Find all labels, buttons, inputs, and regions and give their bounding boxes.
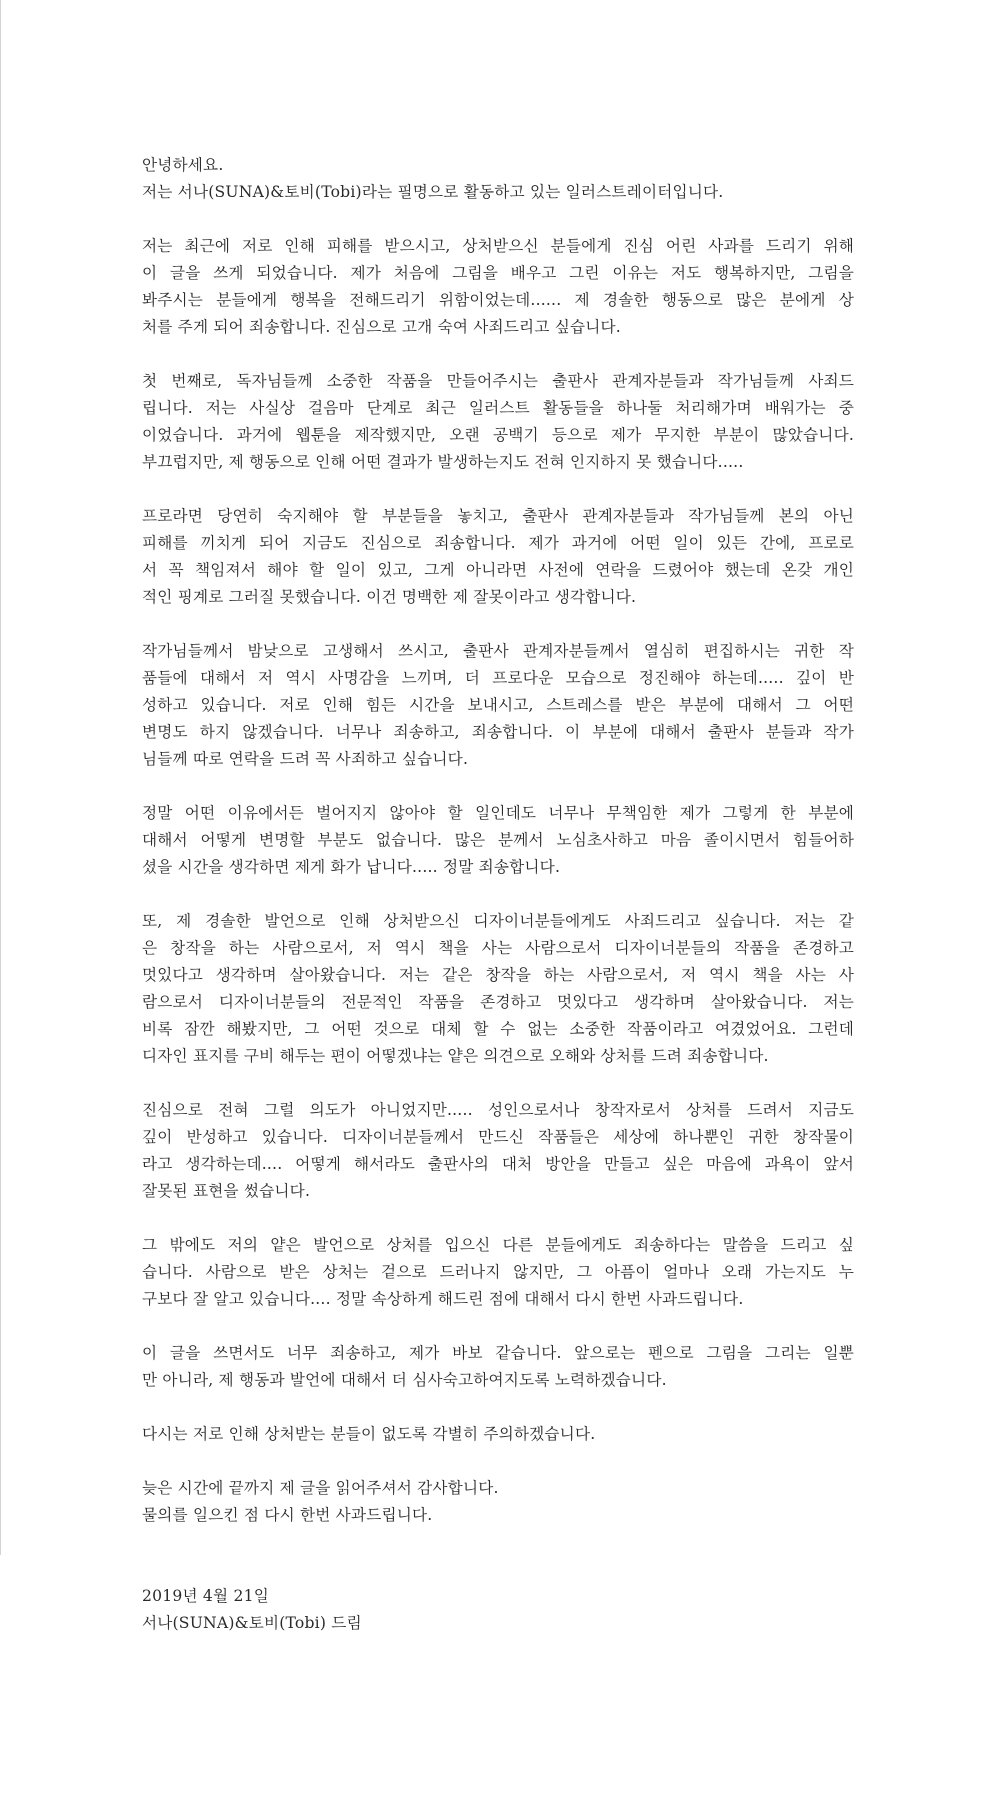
text-line: 구보다 잘 알고 있습니다.... 정말 속상하게 해드린 점에 대해서 다시 한번 사과드립니다. <box>142 1290 744 1308</box>
text-line: 이었습니다. 과거에 웹툰을 제작했지만, 오랜 공백기 등으로 제가 무지한 부분이 많았습니다. <box>142 426 854 444</box>
text-line: 디자인 표지를 구비 해두는 편이 어떻겠냐는 얕은 의견으로 오해와 상처를 드려 죄송합니다. <box>142 1047 769 1065</box>
text-line: 만 아니라, 제 행동과 발언에 대해서 더 심사숙고하여지도록 노력하겠습니다. <box>142 1371 667 1389</box>
left-margin-rule <box>0 0 1 1555</box>
text-line: 람으로서 디자이너분들의 전문적인 작품을 존경하고 멋있다고 생각하며 살아왔습니다. 저는 <box>142 993 854 1011</box>
text-line: 다시는 저로 인해 상처받는 분들이 없도록 각별히 주의하겠습니다. <box>142 1425 596 1443</box>
paragraph-1 <box>142 233 854 341</box>
text-line: 이 글을 쓰게 되었습니다. 제가 처음에 그림을 배우고 그린 이유는 저도 행복하지만, 그림을 <box>142 264 854 282</box>
text-line: 습니다. 사람으로 받은 상처는 겉으로 드러나지 않지만, 그 아픔이 얼마나 오래 가는지도 누 <box>142 1263 854 1281</box>
signature-name: 서나(SUNA)&토비(Tobi) 드림 <box>142 1614 362 1632</box>
text-line: 봐주시는 분들에게 행복을 전해드리기 위함이었는데...... 제 경솔한 행동으로 많은 분에게 상 <box>142 291 854 309</box>
text-line: 셨을 시간을 생각하면 제게 화가 납니다..... 정말 죄송합니다. <box>142 858 561 876</box>
signature-block <box>142 1583 854 1637</box>
text-line: 프로라면 당연히 숙지해야 할 부분들을 놓치고, 출판사 관계자분들과 작가님들께 본의 아닌 <box>142 507 854 525</box>
closing-line: 늦은 시간에 끝까지 제 글을 읽어주셔서 감사합니다. <box>142 1479 499 1497</box>
paragraph-3 <box>142 503 854 611</box>
text-line: 비록 잠깐 해봤지만, 그 어떤 것으로 대체 할 수 없는 소중한 작품이라고 여겼었어요. 그런데 <box>142 1020 854 1038</box>
apology-letter <box>142 152 854 1664</box>
text-line: 그 밖에도 저의 얕은 발언으로 상처를 입으신 다른 분들에게도 죄송하다는 말씀을 드리고 싶 <box>142 1236 854 1254</box>
greeting <box>142 152 854 206</box>
text-line: 품들에 대해서 저 역시 사명감을 느끼며, 더 프로다운 모습으로 정진해야 하는데..... 깊이 반 <box>142 669 854 687</box>
greeting-line: 안녕하세요. <box>142 156 224 174</box>
text-line: 변명도 하지 않겠습니다. 너무나 죄송하고, 죄송합니다. 이 부분에 대해서 출판사 분들과 작가 <box>142 723 854 741</box>
text-line: 대해서 어떻게 변명할 부분도 없습니다. 많은 분께서 노심초사하고 마음 졸이시면서 힘들어하 <box>142 831 854 849</box>
paragraph-2 <box>142 368 854 476</box>
paragraph-9 <box>142 1340 854 1394</box>
text-line: 립니다. 저는 사실상 걸음마 단계로 최근 일러스트 활동들을 하나둘 처리해가며 배워가는 중 <box>142 399 854 417</box>
closing-line: 물의를 일으킨 점 다시 한번 사과드립니다. <box>142 1506 433 1524</box>
text-line: 또, 제 경솔한 발언으로 인해 상처받으신 디자이너분들에게도 사죄드리고 싶습니다. 저는 같 <box>142 912 854 930</box>
text-line: 부끄럽지만, 제 행동으로 인해 어떤 결과가 발생하는지도 전혀 인지하지 못 했습니다..... <box>142 453 744 471</box>
text-line: 이 글을 쓰면서도 너무 죄송하고, 제가 바보 같습니다. 앞으로는 펜으로 그림을 그리는 일뿐 <box>142 1344 854 1362</box>
text-line: 은 창작을 하는 사람으로서, 저 역시 책을 사는 사람으로서 디자이너분들의 작품을 존경하고 <box>142 939 854 957</box>
paragraph-8 <box>142 1232 854 1313</box>
text-line: 님들께 따로 연락을 드려 꼭 사죄하고 싶습니다. <box>142 750 469 768</box>
text-line: 멋있다고 생각하며 살아왔습니다. 저는 같은 창작을 하는 사람으로서, 저 역시 책을 사는 사 <box>142 966 854 984</box>
text-line: 서 꼭 책임져서 해야 할 일이 있고, 그게 아니라면 사전에 연락을 드렸어야 했는데 온갖 개인 <box>142 561 854 579</box>
signature-date: 2019년 4월 21일 <box>142 1587 269 1605</box>
text-line: 저는 최근에 저로 인해 피해를 받으시고, 상처받으신 분들에게 진심 어린 사과를 드리기 위해 <box>142 237 854 255</box>
text-line: 피해를 끼치게 되어 지금도 진심으로 죄송합니다. 제가 과거에 어떤 일이 있든 간에, 프로로 <box>142 534 854 552</box>
text-line: 정말 어떤 이유에서든 벌어지지 않아야 할 일인데도 너무나 무책임한 제가 그렇게 한 부분에 <box>142 804 854 822</box>
text-line: 적인 핑계로 그러질 못했습니다. 이건 명백한 제 잘못이라고 생각합니다. <box>142 588 637 606</box>
paragraph-7 <box>142 1097 854 1205</box>
paragraph-4 <box>142 638 854 773</box>
text-line: 처를 주게 되어 죄송합니다. 진심으로 고개 숙여 사죄드리고 싶습니다. <box>142 318 621 336</box>
text-line: 진심으로 전혀 그럴 의도가 아니었지만..... 성인으로서나 창작자로서 상처를 드려서 지금도 <box>142 1101 854 1119</box>
text-line: 깊이 반성하고 있습니다. 디자이너분들께서 만드신 작품들은 세상에 하나뿐인 귀한 창작물이 <box>142 1128 854 1146</box>
paragraph-10 <box>142 1421 854 1448</box>
paragraph-5 <box>142 800 854 881</box>
greeting-line: 저는 서나(SUNA)&토비(Tobi)라는 필명으로 활동하고 있는 일러스트레이터입니다. <box>142 183 724 201</box>
text-line: 작가님들께서 밤낮으로 고생해서 쓰시고, 출판사 관계자분들께서 열심히 편집하시는 귀한 작 <box>142 642 854 660</box>
text-line: 성하고 있습니다. 저로 인해 힘든 시간을 보내시고, 스트레스를 받은 부분에 대해서 그 어떤 <box>142 696 854 714</box>
paragraph-6 <box>142 908 854 1070</box>
text-line: 잘못된 표현을 썼습니다. <box>142 1182 311 1200</box>
text-line: 라고 생각하는데.... 어떻게 해서라도 출판사의 대처 방안을 만들고 싶은 마음에 과욕이 앞서 <box>142 1155 854 1173</box>
text-line: 첫 번째로, 독자님들께 소중한 작품을 만들어주시는 출판사 관계자분들과 작가님들께 사죄드 <box>142 372 854 390</box>
closing <box>142 1475 854 1529</box>
